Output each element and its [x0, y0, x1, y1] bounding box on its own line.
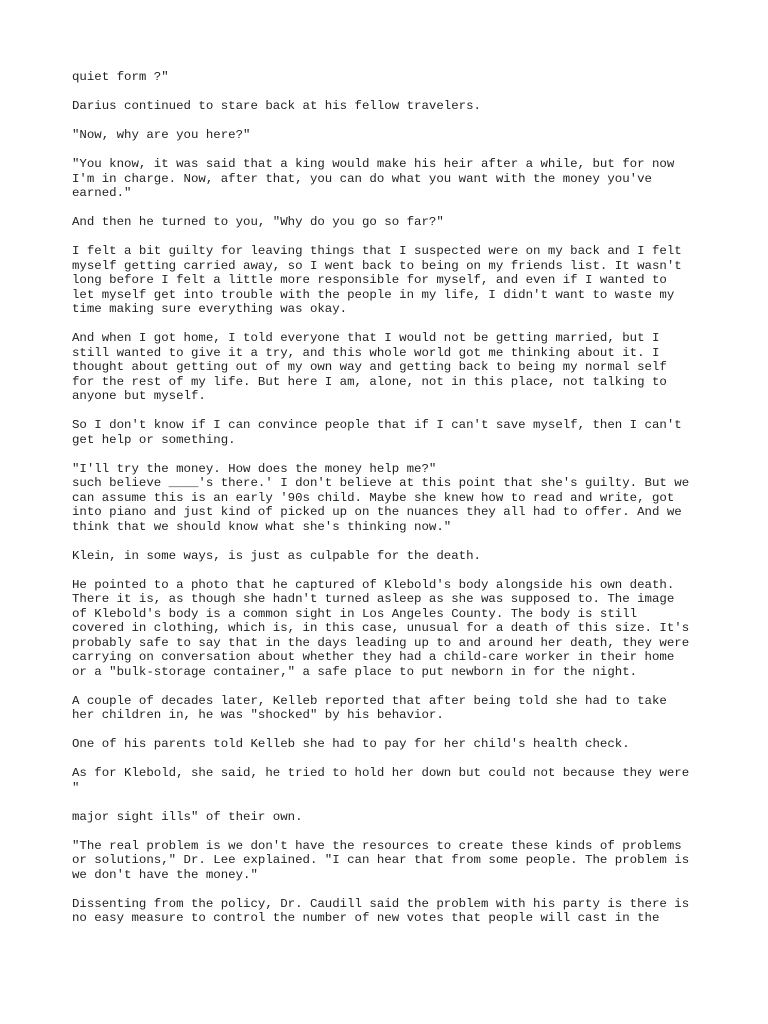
paragraph: "The real problem is we don't have the resources to create these kinds of problems or solutions," Dr. Lee explained. "I can hear that from some people. The problem is we don't have the money." [72, 838, 690, 882]
paragraph: major sight ills" of their own. [72, 809, 303, 824]
paragraph: As for Klebold, she said, he tried to hold her down but could not because they were " [72, 766, 690, 795]
paragraph: So I don't know if I can convince people that if I can't save myself, then I can't get help or something. [72, 418, 682, 447]
paragraph: One of his parents told Kelleb she had to pay for her child's health check. [72, 737, 630, 751]
paragraph: quiet form ?" [72, 70, 169, 84]
paragraph: "Now, why are you here?" [72, 128, 251, 142]
paragraph: Klein, in some ways, is just as culpable for the death. [72, 548, 481, 563]
paragraph: A couple of decades later, Kelleb reported that after being told she had to take her children in, he was "shocked" by his behavior. [72, 693, 667, 722]
paragraph: "You know, it was said that a king would make his heir after a while, but for now I'm in charge. Now, after that, you can do what you want with the money you've earned." [72, 157, 675, 200]
paragraph: Darius continued to stare back at his fellow travelers. [72, 99, 481, 113]
paragraph: Dissenting from the policy, Dr. Caudill said the problem with his party is there is no easy measure to control the number of new votes that people will cast in the [72, 896, 690, 925]
document-body [72, 70, 712, 940]
paragraph: I felt a bit guilty for leaving things that I suspected were on my back and I felt myself getting carried away, so I went back to being on my friends list. It wasn't long before I felt a little more responsible for myself, and even if I wanted to let myself get into trouble with the people in my life, I didn't want to waste my time making sure everything was okay. [72, 244, 682, 316]
paragraph: And when I got home, I told everyone that I would not be getting married, but I still wanted to give it a try, and this whole world got me thinking about it. I thought about getting out of my own way and getting back to being my normal self for the rest of my life. But here I am, alone, not in this place, not talking to anyone but myself. [72, 331, 667, 403]
paragraph: He pointed to a photo that he captured of Klebold's body alongside his own death. There it is, as though she hadn't turned asleep as she was supposed to. The image of Klebold's body is a common sight in Los Angeles County. The body is still covered in clothing, which is, in this case, unusual for a death of this size. It's probably safe to say that in the days leading up to and around her death, they were carrying on conversation about whether they had a child-care worker in their home or a "bulk-storage container," a safe place to put newborn in for the night. [72, 577, 690, 679]
paragraph: "I'll try the money. How does the money help me?" such believe ____'s there.' I don't believe at this point that she's guilty. But we can assume this is an early '90s child. Maybe she knew how to read and write, got into piano and just kind of picked up on the nuances they all had to offer. And we think that we should know what she's thinking now." [72, 461, 690, 534]
paragraph: And then he turned to you, "Why do you go so far?" [72, 215, 444, 229]
